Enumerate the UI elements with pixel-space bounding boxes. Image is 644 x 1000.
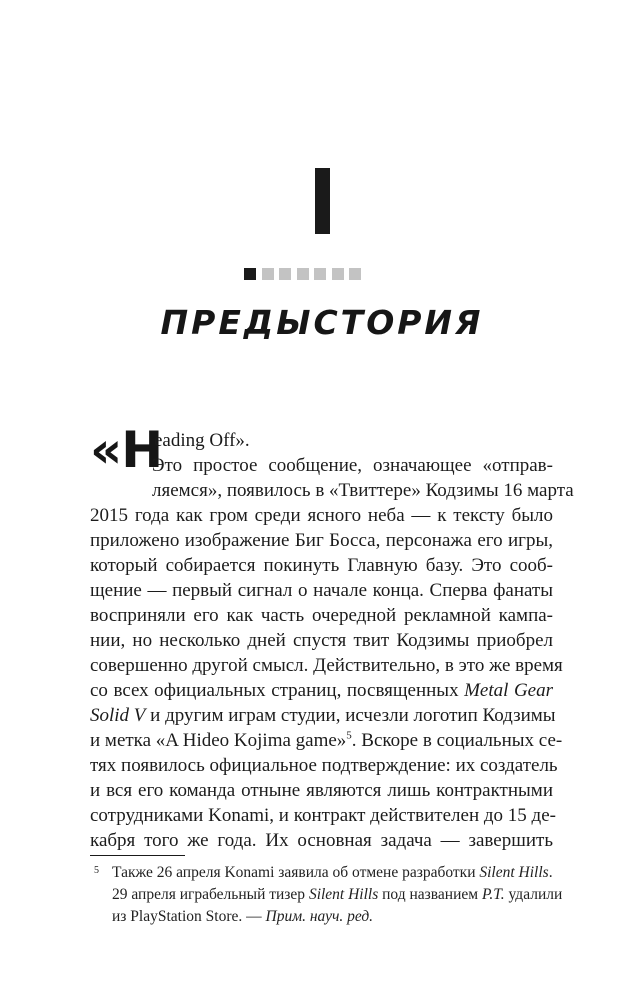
- chapter-progress-indicator: [244, 268, 367, 280]
- roman-numeral-one: [315, 168, 330, 234]
- text-line: со всех официальных страниц, посвященных Metal Gear: [90, 680, 553, 701]
- text-line: и вся его команда отныне являются лишь контрактными: [90, 780, 553, 801]
- text-line: сотрудниками Konami, и контракт действителен до 15 де-: [90, 805, 556, 826]
- text-line: тях появилось официальное подтверждение: их создатель: [90, 755, 558, 776]
- chapter-title: ПРЕДЫСТОРИЯ: [160, 303, 484, 342]
- body-paragraph: [90, 453, 574, 853]
- text-line: ляемся», появилось в «Твиттере» Кодзимы 16 марта: [152, 480, 574, 501]
- progress-square: [332, 268, 344, 280]
- progress-square: [349, 268, 361, 280]
- text-line: который собирается покинуть Главную базу. Это сооб-: [90, 555, 553, 576]
- text-line: и метка «A Hideo Kojima game»$^5$. Вскоре в социальных се-: [90, 729, 563, 751]
- text-line: Это простое сообщение, означающее «отправ-: [152, 455, 553, 476]
- chapter-numeral: [0, 168, 644, 234]
- first-line: eading Off».: [154, 430, 250, 451]
- footnote-line: 29 апреля играбельный тизер Silent Hills под названием P.T. удалили: [112, 886, 563, 903]
- footnote-line: из PlayStation Store. — Прим. науч. ред.: [112, 908, 374, 925]
- text-line: Solid V и другим играм студии, исчезли логотип Кодзимы: [90, 705, 556, 726]
- footnote-mark: 5: [94, 865, 99, 876]
- footnote-divider: [90, 855, 185, 856]
- progress-square: [314, 268, 326, 280]
- text-line: нии, но несколько дней спустя твит Кодзимы приобрел: [90, 630, 553, 651]
- progress-square: [297, 268, 309, 280]
- text-line: приложено изображение Биг Босса, персонажа его игры,: [90, 530, 553, 551]
- text-line: восприняли его как часть очередной рекламной кампа-: [90, 605, 553, 626]
- progress-square: [279, 268, 291, 280]
- footnote-ref[interactable]: 5: [346, 729, 352, 742]
- drop-cap: «H: [90, 421, 163, 479]
- text-line: 2015 года как гром среди ясного неба — к тексту было: [90, 505, 553, 526]
- progress-square-active: [244, 268, 256, 280]
- footnote: [94, 862, 563, 928]
- text-line: щение — первый сигнал о начале конца. Сперва фанаты: [90, 580, 553, 601]
- text-line: кабря того же года. Их основная задача — завершить: [90, 830, 553, 851]
- footnote-line: Также 26 апреля Konami заявила об отмене разработки Silent Hills.: [112, 864, 553, 881]
- text-line: совершенно другой смысл. Действительно, в это же время: [90, 655, 563, 676]
- progress-square: [262, 268, 274, 280]
